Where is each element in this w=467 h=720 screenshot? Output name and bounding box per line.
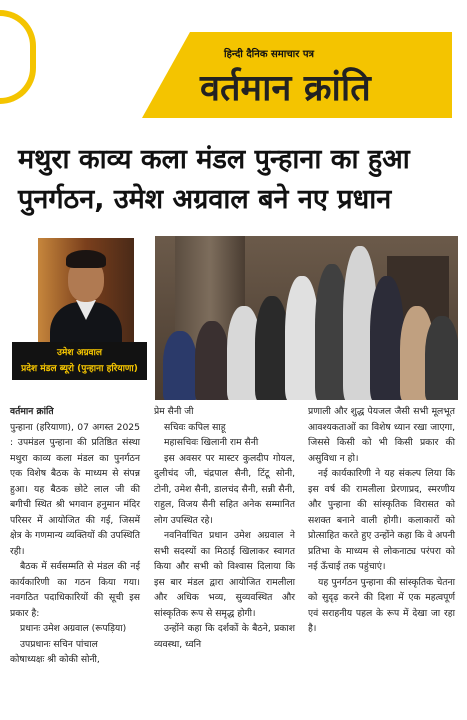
masthead-subtitle: हिन्दी दैनिक समाचार पत्र (224, 49, 315, 60)
article-paragraph: सचिवः कपिल साहू (164, 421, 226, 433)
headline-line-2: पुनर्गठन, उमेश अग्रवाल बने नए प्रधान (18, 184, 392, 215)
headline-line-1: मथुरा काव्य कला मंडल पुन्हाना का हुआ (18, 144, 410, 175)
article-paragraph: प्रेम सैनी जी (154, 406, 194, 417)
reporter-caption (12, 342, 147, 380)
article-paragraph: महासचिवः खिलानी राम सैनी (164, 437, 259, 448)
article-column-1 (10, 404, 140, 668)
article-paragraph: उन्होंने कहा कि दर्शकों के बैठने, प्रकाश व्यवस्था, ध्वनि (154, 623, 295, 650)
article-paragraph: प्रणाली और शुद्ध पेयजल जैसी सभी मूलभूत आवश्यकताओं का विशेष ध्यान रखा जाएगा, जिससे किसी को भी किसी प्रकार की असुविधा न हो। (308, 406, 455, 464)
article-paragraph: उपप्रधानः सचिन पांचाल (20, 638, 98, 650)
article-paragraph: यह पुनर्गठन पुन्हाना की सांस्कृतिक चेतना को सुदृढ़ करने की दिशा में एक महत्वपूर्ण एवं सराहनीय पहल के रूप में देखा जा रहा है। (308, 576, 455, 634)
article-paragraph: नवनिर्वाचित प्रधान उमेश अग्रवाल ने सभी सदस्यों का मिठाई खिलाकर स्वागत किया और सभी को विश्वास दिलाया कि इस बार मंडल द्वारा आयोजित रामलीला और अधिक भव्य, सुव्यवस्थित और सांस्कृतिक रूप से समृद्ध होगी। (154, 530, 295, 619)
reporter-role: प्रदेश मंडल ब्यूरो (पुन्हाना हरियाणा) (21, 364, 138, 374)
article-column-2 (154, 404, 295, 652)
article-paragraph: पुन्हाना (हरियाणा), 07 अगस्त 2025 : उपमंडल पुन्हाना की प्रतिष्ठित संस्था मथुरा काव्य कला मंडल का पुनर्गठन एक विशेष बैठक के माध्यम से संपन्न हुआ। यह बैठक छोटे लाल जी की बगीची स्थित श्री भगवान हनुमान मंदिर परिसर में आयोजित की गई, जिसमें क्षेत्र के गणमान्य व्यक्तियों की उपस्थिति रही। (10, 421, 140, 557)
masthead-title: वर्तमान क्रांति (200, 68, 371, 109)
reporter-portrait-photo (38, 238, 134, 342)
article-column-3 (308, 404, 455, 637)
article-paragraph: प्रधानः उमेश अग्रवाल (रूपड़िया) (20, 623, 127, 634)
reporter-name: उमेश अग्रवाल (57, 348, 102, 358)
headline (18, 140, 458, 220)
article-paragraph: बैठक में सर्वसम्मति से मंडल की नई कार्यकारिणी का गठन किया गया। नवगठित पदाधिकारियों की सूची इस प्रकार है: (10, 561, 140, 619)
masthead-curve-decoration (0, 10, 36, 104)
masthead (0, 0, 467, 118)
article-paragraph: नई कार्यकारिणी ने यह संकल्प लिया कि इस वर्ष की रामलीला प्रेरणाप्रद, स्मरणीय और पुन्हाना की सांस्कृतिक विरासत को सशक्त बनाने वाली होगी। कलाकारों को प्रोत्साहित करते हुए उन्होंने कहा कि वे अपनी प्रतिभा के माध्यम से लोकनाट्य परंपरा को नई ऊँचाई तक पहुंचाएं। (308, 468, 455, 572)
article-paragraph: इस अवसर पर मास्टर कुलदीप गोयल, दुलीचंद जी, चंद्रपाल सैनी, टिंटू सोनी, टोनी, उमेश सैनी, डालचंद सैनी, सन्नी सैनी, राहुल, विजय सैनी सहित अनेक सम्मानित लोग उपस्थित रहे। (154, 452, 295, 526)
article-paragraph: कोषाध्यक्षः श्री कोकी सोनी, (10, 654, 100, 665)
article-source: वर्तमान क्रांति (10, 406, 54, 417)
group-photo (155, 236, 458, 400)
